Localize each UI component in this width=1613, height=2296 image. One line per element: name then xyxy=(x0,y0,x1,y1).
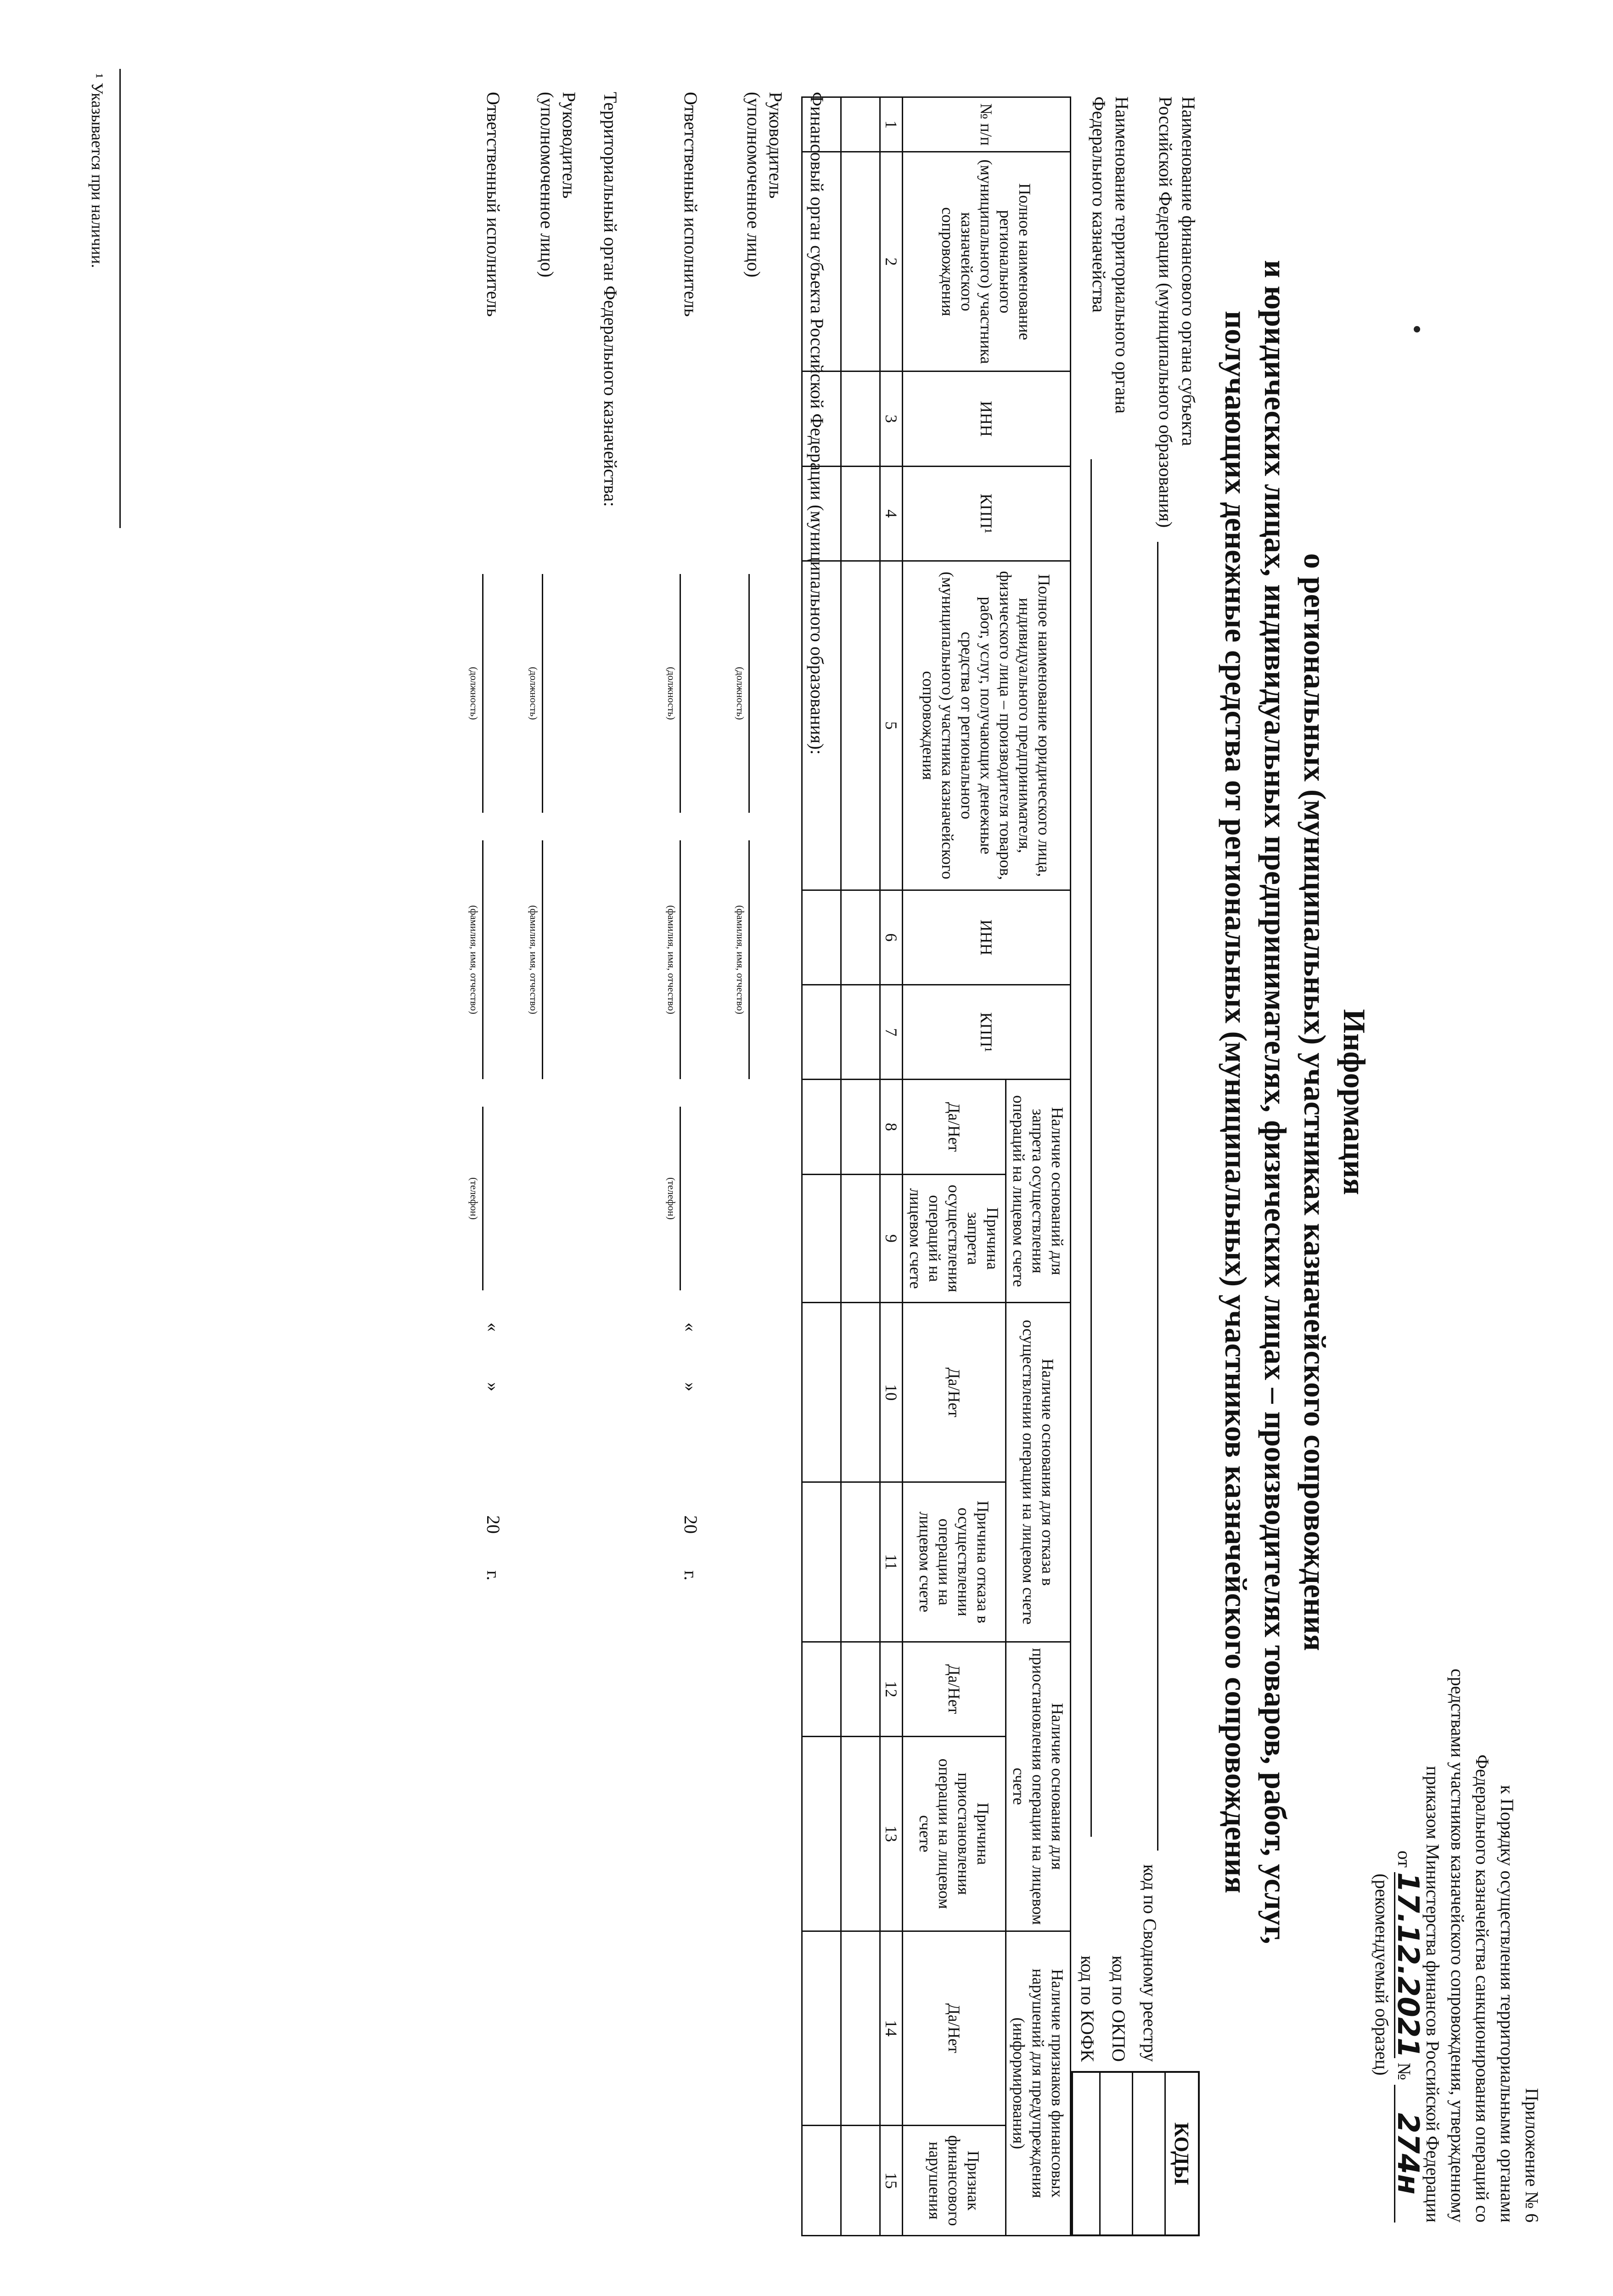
fin-executor-label: Ответственный исполнитель xyxy=(680,92,701,317)
table-row xyxy=(841,97,880,2236)
col-number: 14 xyxy=(880,1931,903,2126)
appendix-line-2: к Порядку осуществления территориальными органами xyxy=(1497,1785,1517,2223)
col-inn-header: ИНН xyxy=(903,371,1071,466)
table-cell[interactable] xyxy=(841,1080,880,1174)
col-number: 5 xyxy=(880,561,903,890)
suspend-reason-header: Причина приостановления операции на лицевом счете xyxy=(903,1737,1006,1931)
code-okpo-label: код по ОКПО xyxy=(1108,1955,1129,2062)
appendix-date-line xyxy=(1391,1350,1425,2223)
table-cell[interactable] xyxy=(841,1642,880,1736)
fin-head-name-line[interactable] xyxy=(748,840,750,1079)
table-header-row-1 xyxy=(1006,97,1071,2236)
position-hint: (должность) xyxy=(666,667,677,720)
col-number: 12 xyxy=(880,1642,903,1736)
refusal-reason-header: Причина отказа в осуществлении операции на лицевом счете xyxy=(903,1482,1006,1642)
tofk-head-name-line[interactable] xyxy=(542,840,543,1079)
head-label-2: (уполномоченное лицо) xyxy=(743,92,764,278)
number-label: № xyxy=(1394,2062,1415,2080)
tofk-input-line[interactable] xyxy=(1090,459,1092,1837)
table-cell[interactable] xyxy=(841,1737,880,1931)
tofk-executor-date[interactable]: « » 20 г. xyxy=(483,1322,504,1581)
appendix-line-1: Приложение № 6 xyxy=(1522,2088,1542,2223)
col-number: 15 xyxy=(880,2126,903,2236)
info-table xyxy=(801,96,1071,2236)
tofk-signature-header: Территориальный орган Федерального казначейства: xyxy=(600,92,621,507)
code-svod-cell[interactable] xyxy=(1132,2073,1164,2234)
table-cell[interactable] xyxy=(802,985,841,1080)
fin-org-label-1: Наименование финансового органа субъекта xyxy=(1178,96,1199,446)
tofk-executor-label: Ответственный исполнитель xyxy=(483,92,504,317)
table-cell[interactable] xyxy=(802,1642,841,1736)
col-number: 9 xyxy=(880,1174,903,1302)
col-number: 8 xyxy=(880,1080,903,1174)
table-cell[interactable] xyxy=(802,1303,841,1482)
fin-org-signature-header: Финансовый орган субъекта Российской Федерации (муниципального образования): xyxy=(807,92,827,755)
table-cell[interactable] xyxy=(802,1737,841,1931)
code-kofk-label: код по КОФК xyxy=(1077,1955,1098,2062)
phone-hint: (телефон) xyxy=(666,1177,677,1220)
fio-hint: (фамилия, имя, отчество) xyxy=(468,905,480,1014)
scan-artifact xyxy=(1414,326,1420,332)
title-line-2: о региональных (муниципальных) участниках казначейского сопровождения xyxy=(1298,553,1332,1651)
from-label: от xyxy=(1394,1851,1415,1868)
tofk-head-label xyxy=(536,92,580,277)
table-cell[interactable] xyxy=(841,466,880,561)
tofk-head-position-line[interactable] xyxy=(542,574,543,813)
col-number: 3 xyxy=(880,371,903,466)
position-hint: (должность) xyxy=(528,667,540,720)
table-cell[interactable] xyxy=(841,2126,880,2236)
table-cell[interactable] xyxy=(802,2126,841,2236)
fio-hint: (фамилия, имя, отчество) xyxy=(735,905,746,1014)
fin-head-label xyxy=(742,92,787,277)
fin-org-input-line[interactable] xyxy=(1157,542,1158,1851)
code-kofk-cell[interactable] xyxy=(1068,2073,1099,2234)
col-number: 13 xyxy=(880,1737,903,1931)
col-kpp2-header: КПП¹ xyxy=(903,985,1071,1080)
col-number: 11 xyxy=(880,1482,903,1642)
appendix-line-3: Федерального казначейства санкционирования операций со xyxy=(1472,1754,1493,2223)
tofk-executor-name-line[interactable] xyxy=(482,840,483,1079)
table-cell[interactable] xyxy=(841,97,880,152)
col-participant-name-header: Полное наименование регионального (муниципального) участника казначейского сопровождения xyxy=(903,152,1071,371)
col-number: 2 xyxy=(880,152,903,371)
footnote: ¹ Указывается при наличии. xyxy=(88,73,107,268)
table-cell[interactable] xyxy=(841,1482,880,1642)
ban-yesno-header: Да/Нет xyxy=(903,1080,1006,1174)
fin-executor-phone-line[interactable] xyxy=(680,1107,681,1290)
tofk-executor-phone-line[interactable] xyxy=(482,1107,483,1290)
table-cell[interactable] xyxy=(841,561,880,890)
fin-head-position-line[interactable] xyxy=(748,574,750,813)
tofk-executor-position-line[interactable] xyxy=(482,574,483,813)
col-number: 1 xyxy=(880,97,903,152)
head-label-2: (уполномоченное лицо) xyxy=(537,92,557,278)
table-cell[interactable] xyxy=(841,152,880,371)
phone-hint: (телефон) xyxy=(468,1177,480,1220)
appendix-block xyxy=(1392,1350,1544,2223)
col-number: 6 xyxy=(880,890,903,985)
col-number: 4 xyxy=(880,466,903,561)
head-label-1: Руководитель xyxy=(559,92,579,199)
fin-yesno-header: Да/Нет xyxy=(903,1931,1006,2126)
table-cell[interactable] xyxy=(841,1174,880,1302)
col-fin-violation-header: Наличие признаков финансовых нарушений для предупреждения (информирования) xyxy=(1006,1931,1071,2235)
table-cell[interactable] xyxy=(841,890,880,985)
position-hint: (должность) xyxy=(468,667,480,720)
col-inn2-header: ИНН xyxy=(903,890,1071,985)
col-legal-name-header: Полное наименование юридического лица, индивидуального предпринимателя, физического лица – производителя товаров, работ, услуг, получающих денежные средства от регионального (муниципального) участника казначейского сопровождения xyxy=(903,561,1071,890)
col-number: 7 xyxy=(880,985,903,1080)
suspend-yesno-header: Да/Нет xyxy=(903,1642,1006,1736)
title-line-4: получающих денежные средства от региональных (муниципальных) участников казначейского сопровождения xyxy=(1219,310,1253,1894)
col-kpp-header: КПП¹ xyxy=(903,466,1071,561)
title-line-3: и юридических лицах, индивидуальных предпринимателях, физических лицах – производителях товаров, работ, услуг, xyxy=(1258,260,1293,1944)
fio-hint: (фамилия, имя, отчество) xyxy=(666,905,677,1014)
fin-sign-header: Признак финансового нарушения xyxy=(903,2126,1006,2236)
fin-executor-name-line[interactable] xyxy=(680,840,681,1079)
col-refusal-header: Наличие основания для отказа в осуществлении операции на лицевом счете xyxy=(1006,1303,1071,1642)
table-cell[interactable] xyxy=(802,1080,841,1174)
fin-org-label-2: Российской Федерации (муниципального образования) xyxy=(1155,96,1176,528)
fin-org-label xyxy=(1154,96,1200,647)
table-cell[interactable] xyxy=(841,371,880,466)
appendix-line-4: средствами участников казначейского сопровождения, утвержденному xyxy=(1447,1668,1468,2223)
document-title xyxy=(1216,230,1374,1975)
appendix-line-5: приказом Министерства финансов Российской Федерации xyxy=(1422,1766,1443,2223)
col-num-header: № п/п xyxy=(903,97,1071,152)
tofk-label xyxy=(1087,96,1133,647)
col-ban-header: Наличие оснований для запрета осуществления операций на лицевом счете xyxy=(1006,1080,1071,1303)
col-number: 10 xyxy=(880,1303,903,1482)
col-suspend-header: Наличие основания для приостановления операции на лицевом счете xyxy=(1006,1642,1071,1931)
table-cell[interactable] xyxy=(841,985,880,1080)
table-cell[interactable] xyxy=(802,1931,841,2126)
tofk-label-2: Федерального казначейства xyxy=(1089,96,1109,313)
table-cell[interactable] xyxy=(841,1931,880,2126)
code-svod-label: код по Сводному реестру xyxy=(1140,1864,1160,2062)
column-numbers-row xyxy=(880,97,903,2236)
title-line-1: Информация xyxy=(1337,1009,1372,1195)
head-label-1: Руководитель xyxy=(765,92,786,199)
sample-label: (рекомендуемый образец) xyxy=(1371,1874,1392,2076)
code-okpo-cell[interactable] xyxy=(1099,2073,1132,2234)
fin-executor-date[interactable]: « » 20 г. xyxy=(680,1322,701,1581)
footnote-separator xyxy=(119,69,121,528)
tofk-label-1: Наименование территориального органа xyxy=(1112,96,1132,414)
refusal-yesno-header: Да/Нет xyxy=(903,1303,1006,1482)
table-cell[interactable] xyxy=(841,1303,880,1482)
codes-header: КОДЫ xyxy=(1164,2073,1198,2234)
order-date: 17.12.2021 xyxy=(1391,1872,1425,2058)
fin-executor-position-line[interactable] xyxy=(680,574,681,813)
codes-box xyxy=(1071,2071,1200,2236)
fio-hint: (фамилия, имя, отчество) xyxy=(528,905,540,1014)
table-cell[interactable] xyxy=(802,890,841,985)
ban-reason-header: Причина запрета осуществления операций на лицевом счете xyxy=(903,1174,1006,1302)
table-cell[interactable] xyxy=(802,1482,841,1642)
table-cell[interactable] xyxy=(802,1174,841,1302)
order-number: 274н xyxy=(1394,2085,1420,2223)
position-hint: (должность) xyxy=(735,667,746,720)
